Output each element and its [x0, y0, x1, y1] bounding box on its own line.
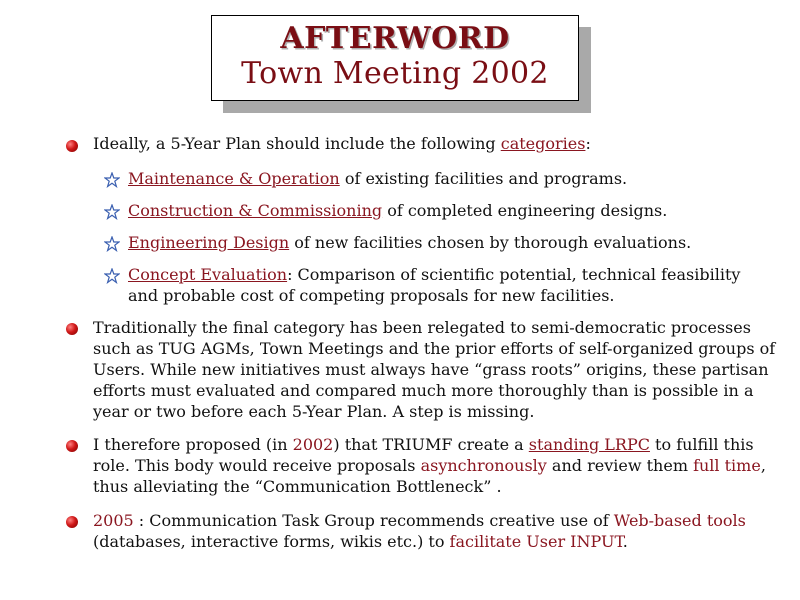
category-text: of existing facilities and programs. — [339, 169, 628, 188]
categories-link[interactable]: categories — [500, 134, 586, 153]
bullet-icon — [66, 323, 78, 335]
proposal-text: to fulfill this role. This body would receive proposals — [93, 435, 754, 475]
traditional-paragraph: Traditionally the final category has been relegated to semi-democratic processes such as TUG AGMs, Town Meetings and the prior efforts of self-organized groups of Users. While new initiatives must always have “grass roots” origins, these partisan efforts must evaluated and compared much more thoroughly than is possible in a year or two before each 5-Year Plan. A step is missing. — [93, 318, 776, 421]
category-text: of new facilities chosen by thorough evaluations. — [289, 233, 692, 252]
category-item-concept — [128, 264, 768, 306]
intro-text: Ideally, a 5-Year Plan should include the following — [93, 134, 501, 153]
bullet-icon — [66, 516, 78, 528]
engineering-design-link[interactable]: Engineering Design — [128, 233, 290, 252]
web-tools-highlight: Web-based tools — [613, 511, 746, 530]
category-item-engineering — [128, 232, 768, 253]
bullet-icon — [66, 440, 78, 452]
proposal-text: and review them — [546, 456, 694, 475]
intro-paragraph — [93, 133, 783, 154]
star-icon — [104, 172, 120, 188]
ctg-text: . — [622, 532, 628, 551]
asynchronously-highlight: asynchronously — [420, 456, 547, 475]
proposal-paragraph — [93, 434, 783, 497]
category-item-construction — [128, 200, 768, 221]
category-text: of completed engineering designs. — [382, 201, 668, 220]
ctg-paragraph — [93, 510, 783, 552]
full-time-highlight: full time — [693, 456, 761, 475]
ctg-text: : Communication Task Group recommends creative use of — [133, 511, 614, 530]
intro-colon: : — [585, 134, 591, 153]
proposal-text: I therefore proposed (in — [93, 435, 293, 454]
star-icon — [104, 204, 120, 220]
concept-evaluation-link[interactable]: Concept Evaluation — [128, 265, 288, 284]
proposal-text: , thus alleviating the “Communication Bottleneck” . — [93, 456, 766, 496]
title-box — [211, 15, 579, 101]
facilitate-input-highlight: facilitate User INPUT — [449, 532, 623, 551]
construction-commissioning-link[interactable]: Construction & Commissioning — [128, 201, 383, 220]
star-icon — [104, 236, 120, 252]
ctg-text: (databases, interactive forms, wikis etc.) to — [93, 532, 450, 551]
year-2002: 2002 — [292, 435, 334, 454]
year-2005: 2005 — [93, 511, 134, 530]
star-icon — [104, 268, 120, 284]
maintenance-operation-link[interactable]: Maintenance & Operation — [128, 169, 340, 188]
category-item-maintenance — [128, 168, 768, 189]
category-text: : Comparison of scientific potential, technical feasibility and probable cost of competing proposals for new facilities. — [128, 265, 741, 305]
proposal-text: ) that TRIUMF create a — [333, 435, 529, 454]
standing-lrpc-link[interactable]: standing LRPC — [528, 435, 650, 454]
bullet-icon — [66, 140, 78, 152]
page-title: AFTERWORD — [280, 21, 510, 56]
page-subtitle: Town Meeting 2002 — [241, 56, 549, 91]
